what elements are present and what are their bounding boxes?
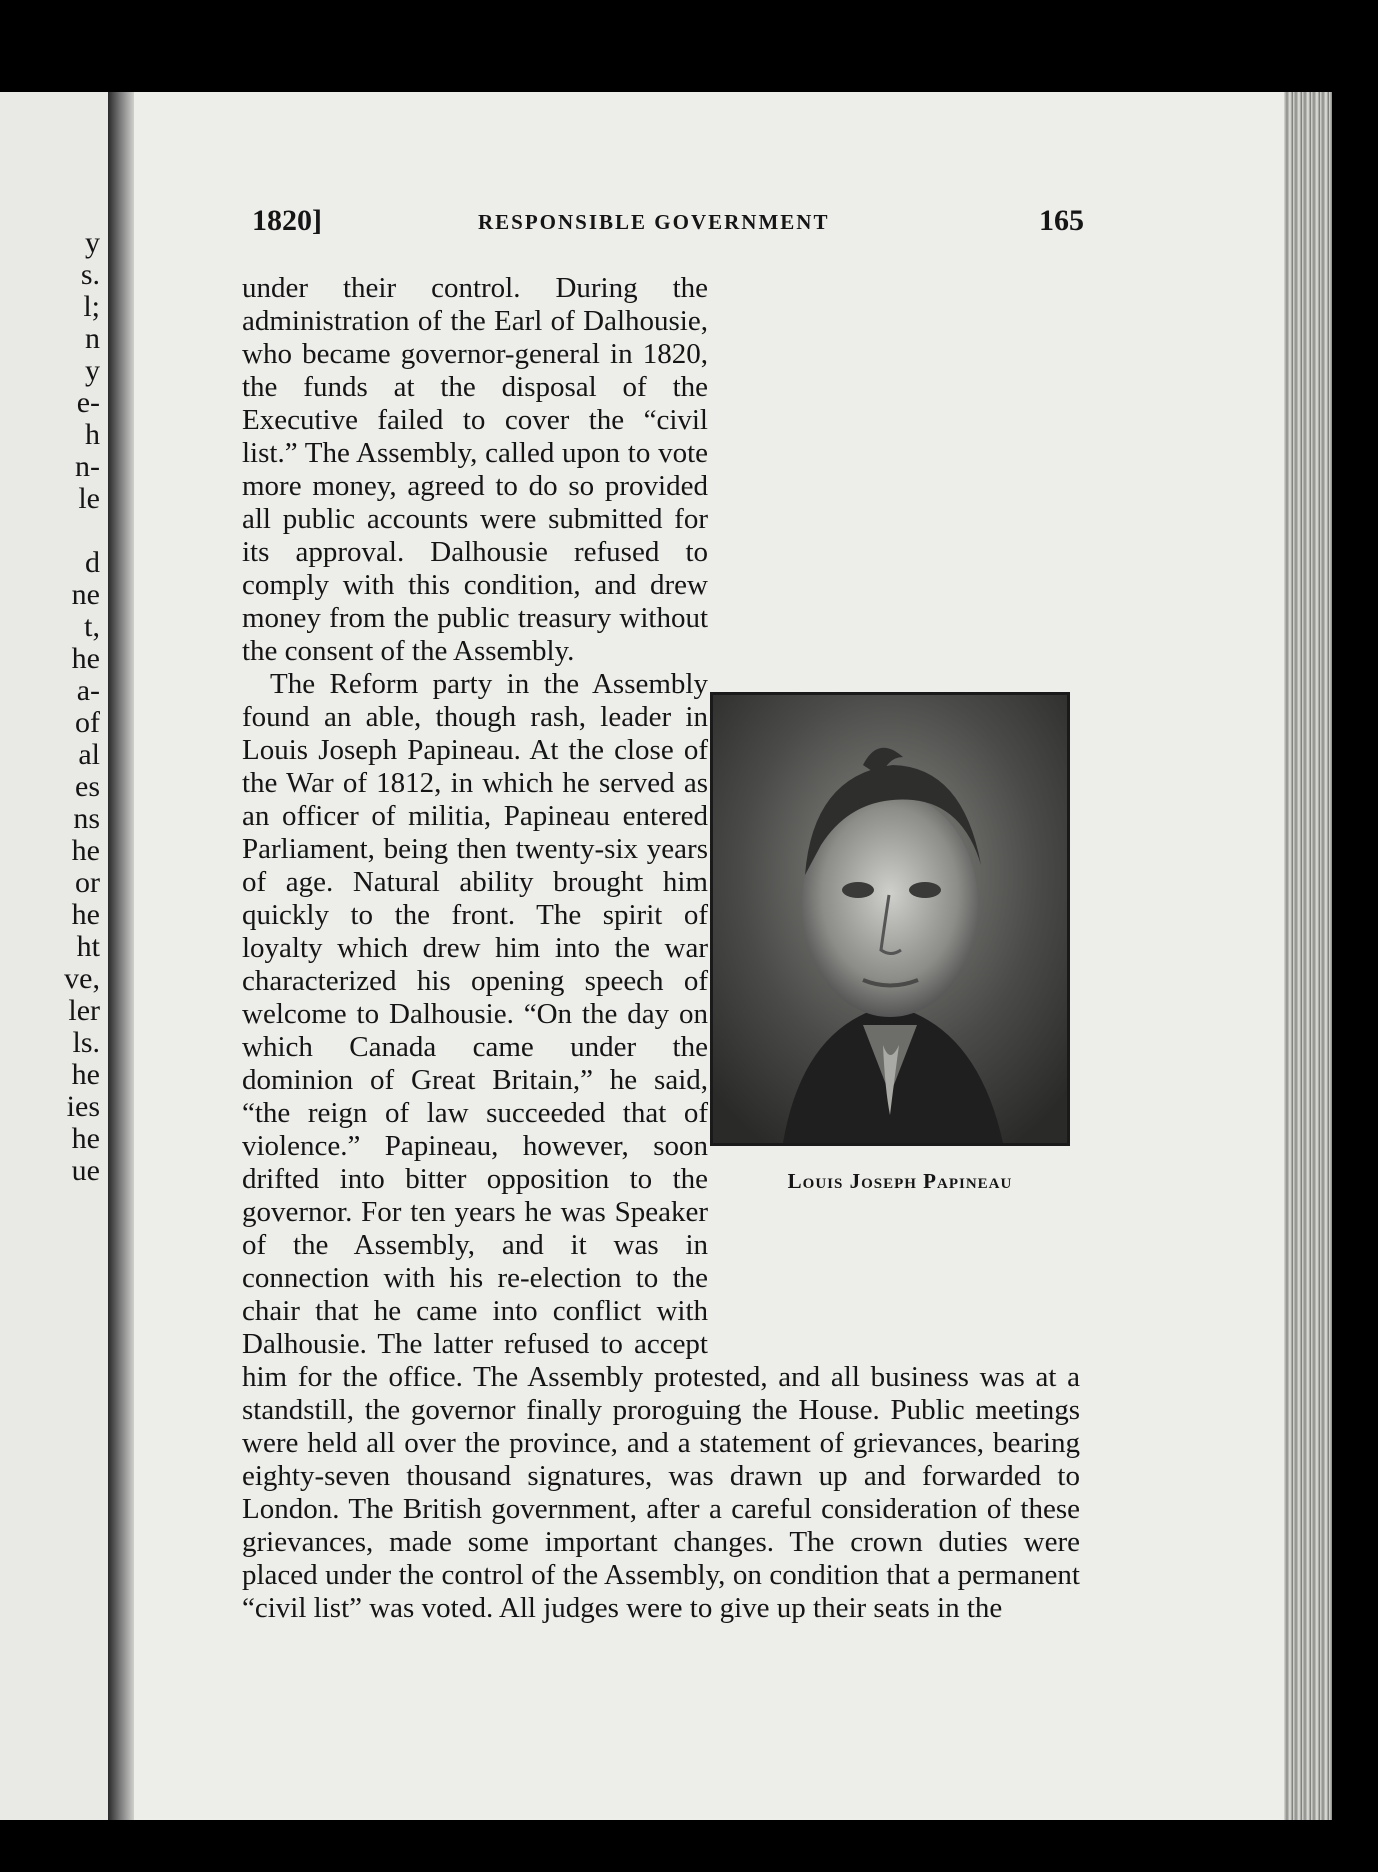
facing-page-fragment: s. [80, 258, 100, 291]
facing-page-fragment: e- [76, 386, 100, 419]
facing-page-fragment: ht [76, 930, 100, 963]
running-header [252, 204, 1084, 244]
paragraph-1: under their control. During the administration of the Earl of Dalhousie, who became governor-general in 1820, the funds at the disposal of the Executive failed to cover the “civil list.” The Assembly, called upon to vote more money, agreed to do so provided all public accounts were submitted for its approval. Dalhousie refused to comply with this condition, and drew money from the public treasury without the consent of the Assembly. [242, 272, 708, 667]
facing-page-fragment: le [78, 482, 100, 515]
facing-page-fragment: n [85, 322, 100, 355]
facing-page-fragment: y [85, 226, 100, 259]
facing-page-fragment: y [85, 354, 100, 387]
facing-page-fragment: of [75, 706, 100, 739]
page-number: 165 [1039, 204, 1084, 237]
facing-page-fragment: ve, [64, 962, 100, 995]
facing-page-fragment: es [75, 770, 100, 803]
header-year: 1820] [252, 204, 322, 237]
facing-page-fragment: ler [68, 994, 100, 1027]
facing-page-fragment [0, 515, 108, 547]
facing-page-fragment: al [78, 738, 100, 771]
portrait-image [710, 692, 1070, 1146]
facing-page-fragment: n- [75, 450, 100, 483]
facing-page-fragment: t, [84, 610, 100, 643]
facing-page-fragment: or [75, 866, 100, 899]
running-title: RESPONSIBLE GOVERNMENT [478, 210, 830, 234]
facing-page-fragment: ls. [72, 1026, 100, 1059]
facing-page-fragment: he [71, 1122, 100, 1155]
facing-page-fragment: a- [76, 674, 100, 707]
facing-page-fragment: he [71, 642, 100, 675]
portrait-figure [710, 692, 1070, 1192]
facing-page-edge [0, 92, 108, 1820]
figure-caption: Louis Joseph Papineau [787, 1169, 1013, 1193]
facing-page-fragment: he [71, 898, 100, 931]
facing-page-fragment: h [85, 418, 100, 451]
facing-page-fragment: ue [71, 1154, 100, 1187]
facing-page-text [0, 227, 108, 1187]
facing-page-fragment: d [85, 546, 100, 579]
facing-page-fragment: ns [73, 802, 100, 835]
page-stack-edge [1284, 92, 1332, 1820]
book-gutter [108, 92, 134, 1820]
facing-page-fragment: ne [71, 578, 100, 611]
facing-page-fragment: he [71, 834, 100, 867]
facing-page-fragment: he [71, 1058, 100, 1091]
facing-page-fragment: ies [66, 1090, 100, 1123]
paragraph-2: The Reform party in the Assembly found an able, though rash, leader in Louis Joseph Papineau. At the close of the War of 1812, in which he served as an officer of militia, Papineau entered Parliament, being then twenty-six years of age. Natural ability brought him quickly to the front. The spirit of loyalty which drew him into the war characterized his opening speech of welcome to Dalhousie. “On the day on which Canada came under the dominion of Great Britain,” he said, “the reign of law succeeded that of violence.” Papineau, however, soon drifted into bitter opposition to the governor. For ten years he was Speaker of the Assembly, and it was in connection with his re-election to the chair that he came into conflict with Dalhousie. The latter refused to accept him for the office. The Assembly protested, and all business was at a standstill, the governor finally proroguing the House. Public meetings were held all over the province, and a statement of grievances, bearing eighty-seven thousand signatures, was drawn up and forwarded to London. The British government, after a careful consideration of these grievances, made some important changes. The crown duties were placed under the control of the Assembly, on condition that a permanent “civil list” was voted. All judges were to give up their seats in the [242, 668, 1080, 1624]
facing-page-fragment: l; [83, 290, 100, 323]
